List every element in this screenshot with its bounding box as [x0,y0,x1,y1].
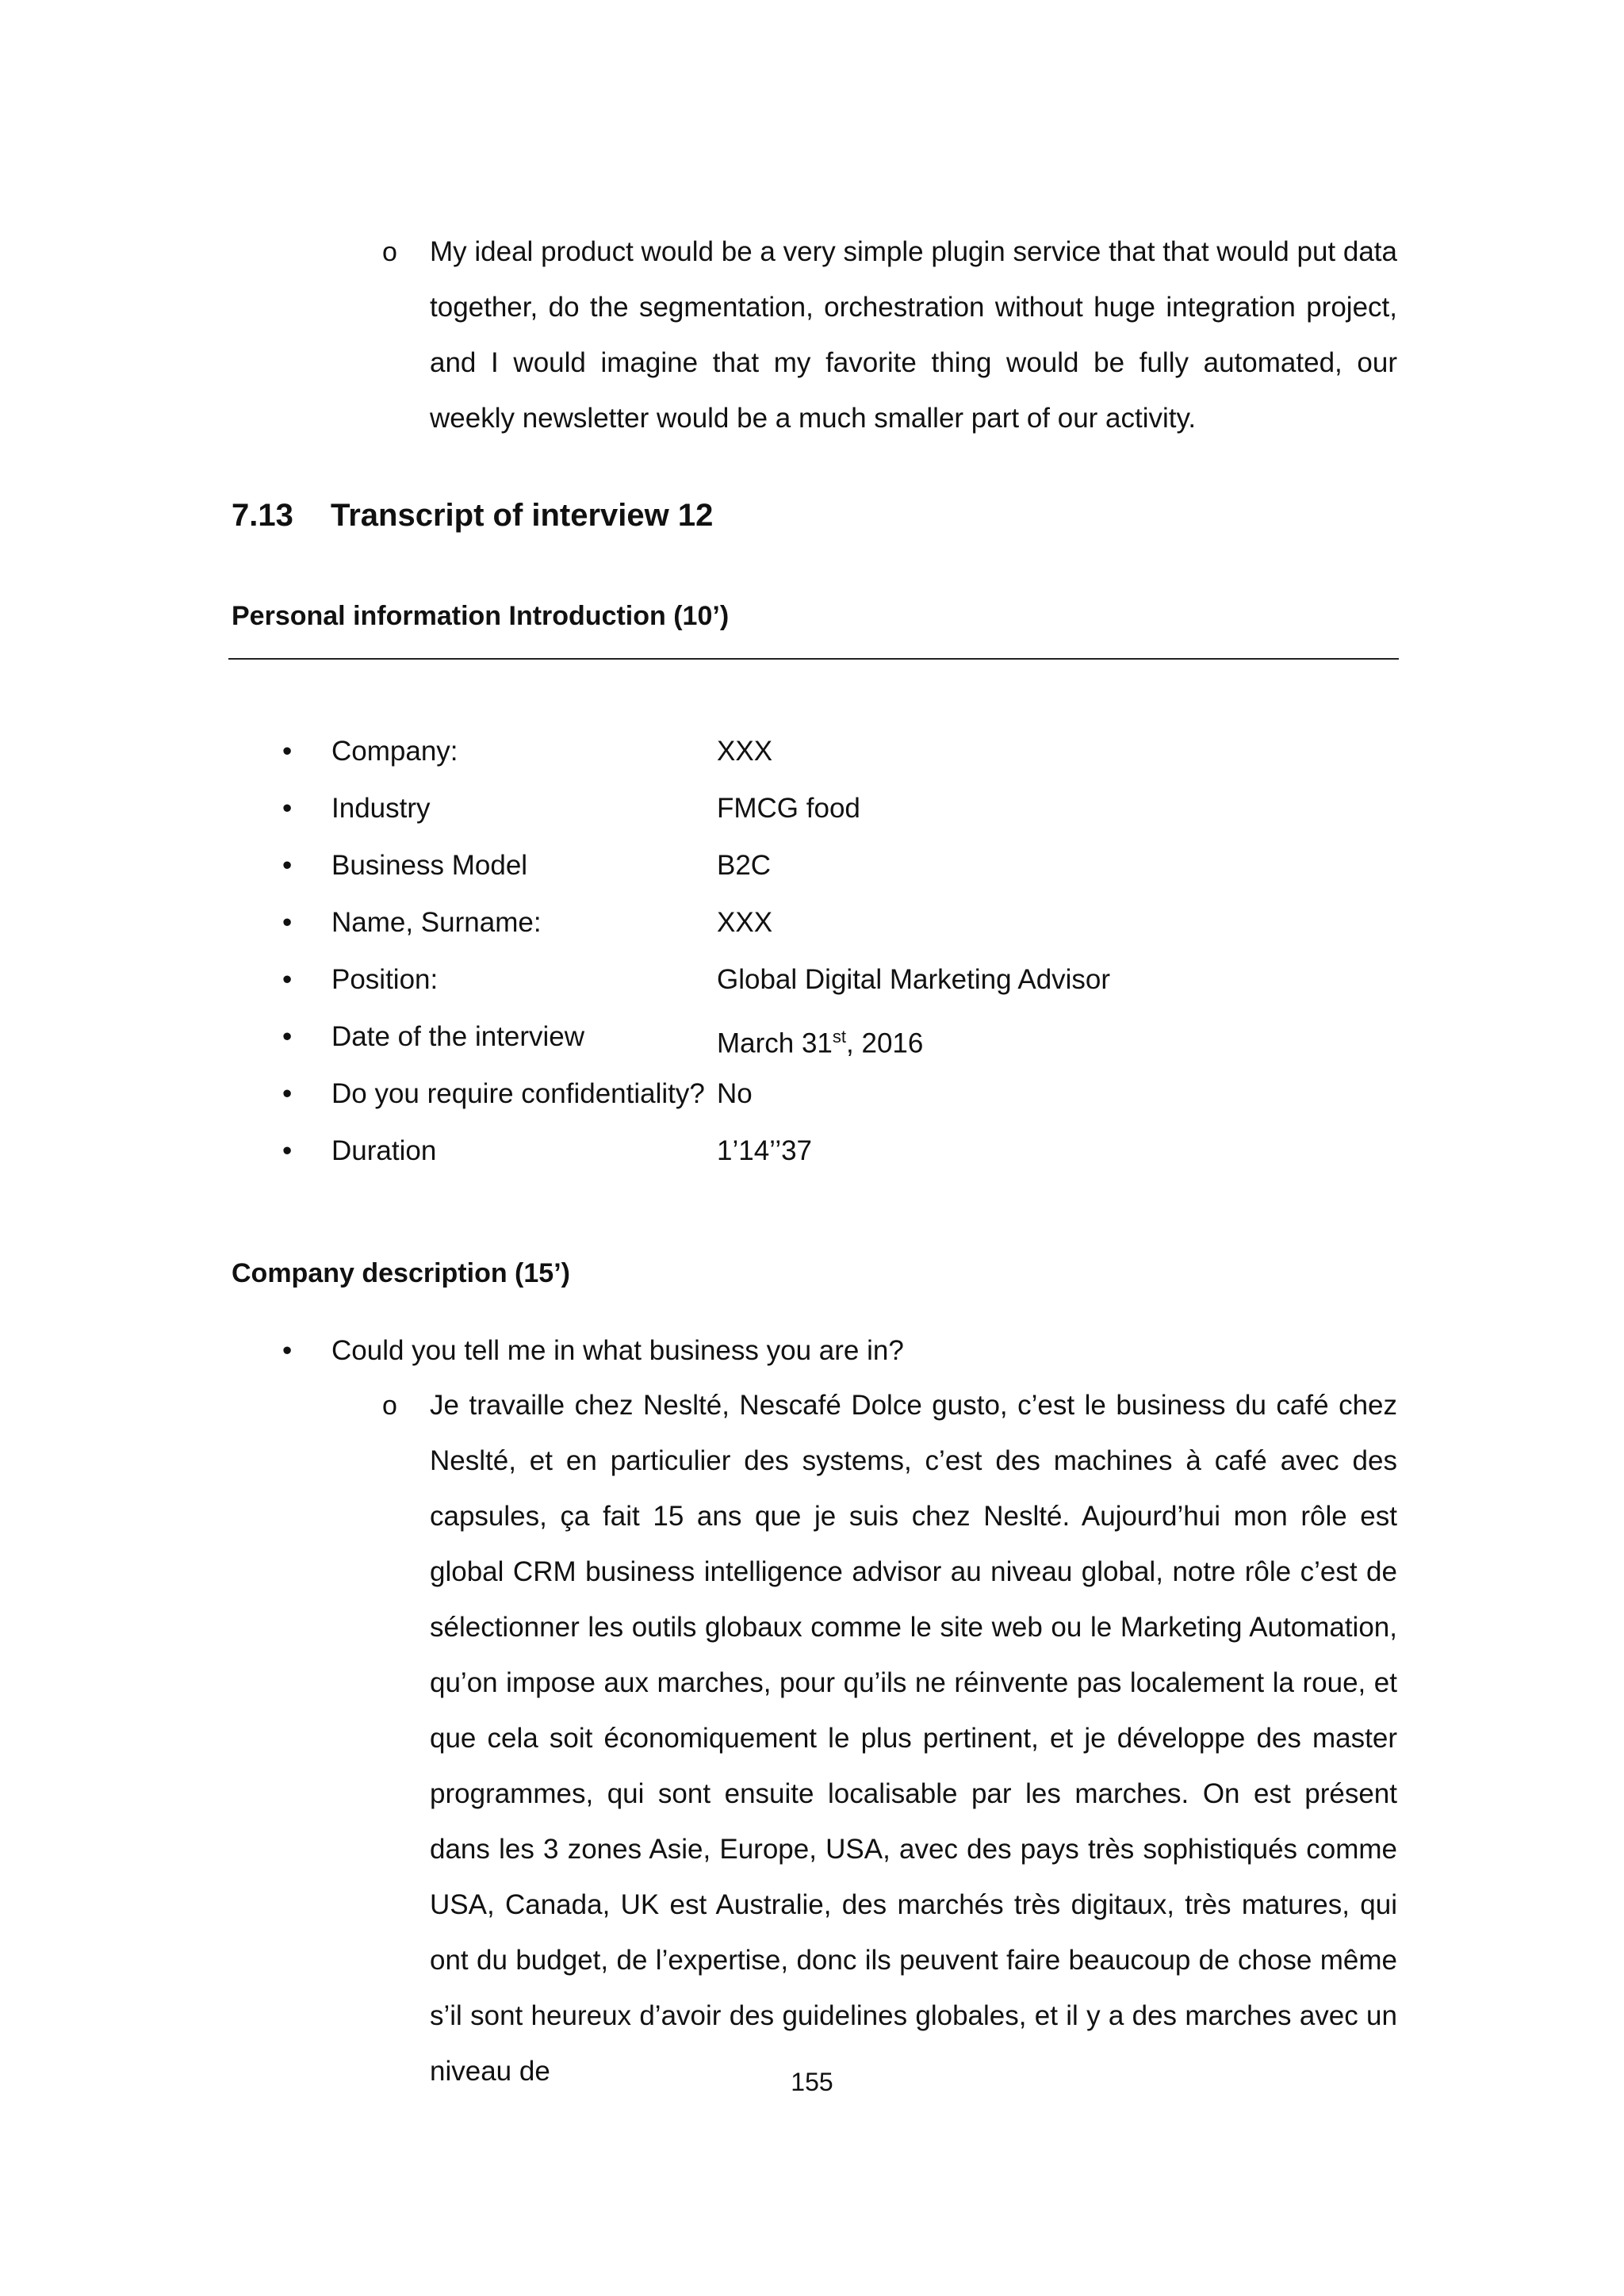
info-label: Business Model [331,850,528,881]
section-heading [232,498,713,534]
bullet-icon: • [282,793,293,824]
section-number: 7.13 [232,498,293,533]
info-value [717,1008,923,1073]
info-value: Global Digital Marketing Advisor [717,964,1111,995]
bullet-icon: • [282,907,293,938]
date-year: , 2016 [846,1027,924,1059]
horizontal-rule [228,658,1399,660]
page-number: 155 [791,2068,833,2096]
bullet-icon: • [282,736,293,767]
info-value: XXX [717,907,773,938]
info-value: No [717,1078,753,1109]
date-ordinal: st [832,1027,847,1047]
sub-bullet-marker: o [382,1391,397,1421]
info-label: Duration [331,1135,437,1166]
bullet-icon: • [282,1135,293,1166]
section-title: Transcript of interview 12 [331,498,714,533]
answer-paragraph: Je travaille chez Neslté, Nescafé Dolce gusto, c’est le business du café chez Neslté, et en particulier des systems, c’est des machines à café avec des capsules, ça fait 15 ans que je suis chez Neslté. Aujourd’hui mon rôle est global CRM business intelligence advisor au niveau global, notre rôle c’est de sélectionner les outils globaux comme le site web ou le Marketing Automation, qu’on impose aux marches, pour qu’ils ne réinvente pas localement la roue, et que cela soit économiquement le plus pertinent, et je développe des master programmes, qui sont ensuite localisable par les marches. On est présent dans les 3 zones Asie, Europe, USA, avec des pays très sophistiqués comme USA, Canada, UK est Australie, des marchés très digitaux, très matures, qui ont du budget, de l’expertise, donc ils peuvent faire beaucoup de chose même s’il sont heureux d’avoir des guidelines globales, et il y a des marches avec un niveau de [430,1390,1397,2087]
bullet-icon: • [282,1335,293,1366]
question-text: Could you tell me in what business you are in? [331,1335,904,1366]
ideal-product-paragraph: My ideal product would be a very simple plugin service that that would put data together, do the segmentation, orchestration without huge integration project, and I would imagine that my favorite thing would be fully automated, our weekly newsletter would be a much smaller part of our activity. [430,236,1397,434]
bullet-icon: • [282,850,293,881]
info-label: Date of the interview [331,1021,585,1052]
info-value: XXX [717,736,773,767]
sub-bullet-marker: o [382,237,397,267]
bullet-icon: • [282,1078,293,1109]
bullet-icon: • [282,1021,293,1052]
info-label: Do you require confidentiality? [331,1078,705,1109]
info-label: Position: [331,964,439,995]
info-label: Name, Surname: [331,907,542,938]
bullet-icon: • [282,964,293,995]
personal-info-heading: Personal information Introduction (10’) [232,601,730,631]
info-label: Industry [331,793,431,824]
info-label: Company: [331,736,458,767]
date-main: March 31 [717,1027,833,1059]
info-value: FMCG food [717,793,860,824]
company-description-heading: Company description (15’) [232,1258,570,1288]
info-value: 1’14’’37 [717,1135,813,1166]
info-value: B2C [717,850,772,881]
